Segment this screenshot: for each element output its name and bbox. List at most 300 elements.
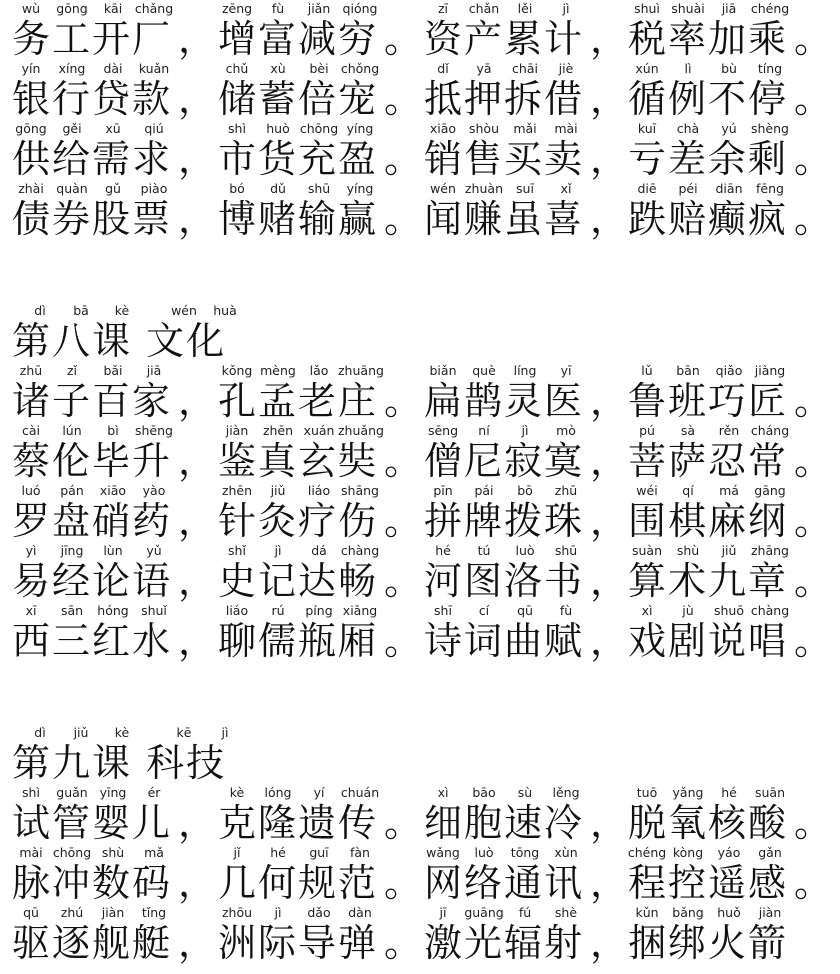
phrase-pinyin [424,62,629,78]
pinyin-syllable: cí [478,603,490,618]
pinyin-syllable: dǔ [270,181,286,196]
phrase-characters: 税率加乘 [628,17,789,61]
phrase-characters: 诗词曲赋 [424,619,585,663]
pinyin-syllable: shū [307,181,331,196]
phrase-characters: 算术九章 [628,559,789,603]
verse-phrase [12,422,217,482]
phrase-pinyin [628,424,833,440]
pinyin-syllable: zhuàn [465,181,503,196]
pinyin-syllable: wén [430,181,456,196]
phrase-pinyin [12,62,217,78]
verse-line [0,602,840,662]
pinyin-syllable: guī [309,845,329,860]
phrase-characters: 克隆遗传 [218,801,379,845]
verse-line [0,542,840,602]
phrase-characters: 针灸疗伤 [218,499,379,543]
phrase-characters: 银行贷款 [12,77,173,121]
phrase-pinyin [424,2,629,18]
verse-phrase [12,784,217,844]
pinyin-syllable: wéi [636,483,658,498]
heading-text: 第九课 科技 [12,741,227,785]
pinyin-syllable: yǔ [146,543,162,558]
verse-phrase [12,180,217,240]
verse-line [0,180,840,240]
pinyin-syllable: líng [513,363,537,378]
pinyin-syllable: suī [516,181,534,196]
verse-line [0,844,840,904]
verse-line [0,120,840,180]
phrase-pinyin [12,122,217,138]
verse-phrase [628,784,833,844]
verse-phrase [424,904,629,964]
phrase-characters: 鲁班巧匠 [628,379,789,423]
pinyin-syllable: lún [62,423,82,438]
pinyin-syllable: chuán [340,785,380,800]
phrase-pinyin [12,182,217,198]
pinyin-syllable: chà [676,121,700,136]
phrase-punctuation: ， [590,379,629,423]
phrase-characters: 市货充盈 [218,137,379,181]
verse-phrase [628,120,833,180]
phrase-pinyin [218,182,423,198]
pinyin-syllable: lóng [264,785,292,800]
pinyin-syllable: huà [213,303,237,318]
phrase-characters: 拼牌拨珠 [424,499,585,543]
phrase-characters: 河图洛书 [424,559,585,603]
pinyin-syllable: chàng [340,543,380,558]
verse-phrase [218,422,423,482]
phrase-punctuation: 。 [794,861,833,905]
pinyin-syllable: yǎng [672,785,704,800]
verse-phrase [628,422,833,482]
pinyin-syllable: jiàn [101,905,125,920]
pinyin-syllable: xiāo [99,483,127,498]
pinyin-syllable: cài [21,423,40,438]
phrase-pinyin [628,906,833,922]
phrase-punctuation: 。 [384,77,423,121]
phrase-punctuation: ， [590,921,629,965]
pinyin-syllable: gōng [56,1,88,16]
pinyin-syllable: jì [274,543,282,558]
pinyin-syllable: zhāng [750,543,789,558]
pinyin-syllable: píng [305,603,333,618]
pinyin-syllable: jiǔ [73,725,89,740]
pinyin-syllable: má [719,483,739,498]
pinyin-syllable: jì [562,1,570,16]
phrase-pinyin [424,906,629,922]
verse-phrase [218,180,423,240]
phrase-punctuation: 。 [384,17,423,61]
phrase-punctuation: 。 [384,439,423,483]
phrase-punctuation: ， [178,499,217,543]
phrase-pinyin [424,544,629,560]
pinyin-syllable: jī [439,905,447,920]
pinyin-syllable: kāi [103,1,123,16]
pinyin-syllable: bān [676,363,700,378]
phrase-characters: 蔡伦毕升 [12,439,173,483]
verse-phrase [218,542,423,602]
pinyin-syllable: bǎng [672,905,704,920]
pinyin-syllable: shì [228,121,246,136]
verse-phrase [12,0,217,60]
verse-phrase [628,60,833,120]
pinyin-syllable: chōng [299,121,339,136]
phrase-punctuation: ， [590,499,629,543]
pinyin-syllable: luò [474,845,494,860]
phrase-pinyin [628,62,833,78]
phrase-pinyin [628,122,833,138]
phrase-pinyin [218,122,423,138]
phrase-punctuation: 。 [794,559,833,603]
verse-line [0,362,840,422]
pinyin-syllable: xǐ [560,181,572,196]
pinyin-syllable: qiú [144,121,164,136]
pinyin-syllable: gāng [754,483,786,498]
pinyin-syllable: pán [60,483,84,498]
verse-phrase [628,0,833,60]
pinyin-syllable: mò [556,423,576,438]
pinyin-syllable: yā [476,61,492,76]
phrase-pinyin [218,2,423,18]
phrase-characters: 聊儒瓶厢 [218,619,379,663]
phrase-characters: 菩萨忍常 [628,439,789,483]
pinyin-syllable: diān [715,181,743,196]
verse-phrase [424,482,629,542]
pinyin-syllable: jiàng [754,363,786,378]
phrase-punctuation: 。 [384,197,423,241]
pinyin-syllable: tōng [510,845,540,860]
pinyin-syllable: fú [518,905,532,920]
pinyin-syllable: sān [60,603,84,618]
pinyin-syllable: péi [678,181,698,196]
phrase-punctuation: ， [590,559,629,603]
verse-phrase [424,180,629,240]
pinyin-syllable: sù [517,785,533,800]
phrase-characters: 亏差余剩 [628,137,789,181]
phrase-punctuation: 。 [794,619,833,663]
pinyin-syllable: kè [114,303,130,318]
phrase-pinyin [218,604,423,620]
pinyin-syllable: xù [270,61,286,76]
pinyin-syllable: hé [721,785,737,800]
phrase-characters: 试管婴儿 [12,801,173,845]
phrase-pinyin [424,122,629,138]
phrase-punctuation: 。 [794,137,833,181]
phrase-characters: 驱逐舰艇 [12,921,173,965]
phrase-punctuation: ， [590,137,629,181]
pinyin-syllable: jì [221,725,229,740]
pinyin-syllable: jì [274,905,282,920]
pinyin-syllable: yú [721,121,737,136]
pinyin-syllable: kè [229,785,245,800]
verse-phrase [628,844,833,904]
phrase-punctuation: 。 [794,17,833,61]
lesson-heading [0,724,300,786]
phrase-pinyin [12,484,217,500]
pinyin-syllable: jù [682,603,694,618]
pinyin-syllable: kǒng [221,363,253,378]
phrase-pinyin [424,364,629,380]
verse-phrase [218,482,423,542]
phrase-punctuation: ， [178,379,217,423]
pinyin-syllable: yíng [346,181,374,196]
pinyin-syllable: hé [435,543,451,558]
phrase-pinyin [218,424,423,440]
pinyin-syllable: chǔ [225,61,249,76]
phrase-pinyin [218,62,423,78]
phrase-characters: 销售买卖 [424,137,585,181]
pinyin-syllable: xíng [58,61,86,76]
pinyin-syllable: shuài [671,1,705,16]
pinyin-syllable: zhú [60,905,84,920]
verse-phrase [424,422,629,482]
phrase-punctuation: 。 [384,861,423,905]
verse-line [0,60,840,120]
pinyin-syllable: dǐ [437,61,449,76]
verse-phrase [628,602,833,662]
pinyin-syllable: bǎi [103,363,123,378]
pinyin-syllable: shǐ [228,543,246,558]
pinyin-syllable: jì [521,423,529,438]
phrase-characters: 易经论语 [12,559,173,603]
phrase-characters: 债券股票 [12,197,173,241]
pinyin-syllable: yīng [99,785,127,800]
pinyin-syllable: bó [229,181,245,196]
pinyin-syllable: jiā [721,1,737,16]
phrase-pinyin [218,846,423,862]
pinyin-syllable: wù [21,1,41,16]
phrase-characters: 僧尼寂寞 [424,439,585,483]
pinyin-syllable: huò [266,121,290,136]
pinyin-syllable: shòu [468,121,499,136]
phrase-pinyin [218,544,423,560]
pinyin-syllable: bì [107,423,119,438]
phrase-pinyin [628,364,833,380]
phrase-characters: 网络通讯 [424,861,585,905]
verse-phrase [218,362,423,422]
verse-phrase [628,904,833,964]
verse-phrase [218,602,423,662]
pinyin-syllable: wén [171,303,197,318]
pinyin-syllable: kuǎn [138,61,170,76]
verse-line [0,784,840,844]
pinyin-syllable: tíng [757,61,783,76]
phrase-pinyin [424,604,629,620]
phrase-punctuation: 。 [384,921,423,965]
pinyin-syllable: yí [313,785,325,800]
pinyin-syllable: xiāo [429,121,457,136]
pinyin-syllable: fù [271,1,285,16]
pinyin-syllable: gǔ [105,181,121,196]
phrase-characters: 跌赔癫疯 [628,197,789,241]
pinyin-syllable: kǔn [635,905,659,920]
pinyin-syllable: chàng [750,603,790,618]
phrase-pinyin [12,424,217,440]
pinyin-syllable: rú [271,603,285,618]
phrase-pinyin [12,786,217,802]
pinyin-syllable: bāo [472,785,496,800]
pinyin-syllable: suān [754,785,786,800]
phrase-pinyin [628,182,833,198]
verse-phrase [628,362,833,422]
pinyin-syllable: liáo [225,603,249,618]
pinyin-syllable: yín [21,61,41,76]
pinyin-syllable: qū [23,905,39,920]
phrase-characters: 鉴真玄奘 [218,439,379,483]
pinyin-syllable: pú [639,423,655,438]
pinyin-syllable: jiàn [225,423,249,438]
phrase-punctuation: 。 [794,197,833,241]
pinyin-syllable: ní [478,423,490,438]
phrase-pinyin [12,604,217,620]
verse-phrase [424,362,629,422]
pinyin-syllable: bō [517,483,533,498]
pinyin-syllable: liáo [307,483,331,498]
pinyin-syllable: sà [680,423,696,438]
pinyin-syllable: shì [22,785,40,800]
phrase-pinyin [424,484,629,500]
phrase-characters: 诸子百家 [12,379,173,423]
pinyin-syllable: kòng [672,845,704,860]
phrase-punctuation: ， [590,801,629,845]
phrase-punctuation: ， [178,137,217,181]
phrase-characters: 脉冲数码 [12,861,173,905]
heading-pinyin [0,304,300,320]
pinyin-syllable: chāi [512,61,538,76]
pinyin-syllable: guāng [464,905,504,920]
pinyin-syllable: qióng [342,1,378,16]
verse-line [0,422,840,482]
pinyin-syllable: xuán [303,423,335,438]
phrase-characters: 资产累计 [424,17,585,61]
pinyin-syllable: jiǔ [270,483,286,498]
pinyin-syllable: qū [517,603,533,618]
pinyin-syllable: dì [34,725,46,740]
phrase-characters: 闻赚虽喜 [424,197,585,241]
phrase-punctuation: ， [590,17,629,61]
pinyin-syllable: yī [560,363,572,378]
pinyin-syllable: xū [105,121,121,136]
pinyin-syllable: jiǎn [307,1,331,16]
phrase-punctuation: 。 [794,499,833,543]
pinyin-syllable: shuǐ [141,603,167,618]
phrase-punctuation: 。 [384,559,423,603]
pinyin-syllable: dǎo [307,905,331,920]
pinyin-syllable: chōng [52,845,92,860]
pinyin-syllable: mǎ [144,845,164,860]
phrase-punctuation: ， [590,197,629,241]
pinyin-syllable: yíng [346,121,374,136]
verse-phrase [12,904,217,964]
phrase-pinyin [12,2,217,18]
verse-phrase [218,904,423,964]
pinyin-syllable: chǎn [468,1,500,16]
pinyin-syllable: shāng [341,483,379,498]
pinyin-syllable: shèng [751,121,789,136]
phrase-punctuation: ， [590,861,629,905]
phrase-punctuation: 。 [794,77,833,121]
pinyin-syllable: jiàn [758,905,782,920]
pinyin-syllable: gōng [15,121,47,136]
phrase-punctuation: ， [178,801,217,845]
pinyin-syllable: sēng [427,423,459,438]
verse-phrase [12,844,217,904]
phrase-pinyin [424,846,629,862]
pinyin-syllable: gěi [62,121,82,136]
phrase-pinyin [12,544,217,560]
pinyin-syllable: yì [25,543,37,558]
phrase-pinyin [218,786,423,802]
phrase-pinyin [12,846,217,862]
pinyin-syllable: shī [434,603,452,618]
pinyin-syllable: lùn [103,543,123,558]
phrase-punctuation: ， [178,17,217,61]
pinyin-syllable: tǐng [141,905,167,920]
verse-line [0,904,840,964]
phrase-characters: 储蓄倍宠 [218,77,379,121]
pinyin-syllable: kuī [637,121,657,136]
phrase-punctuation: 。 [384,499,423,543]
pinyin-syllable: shū [554,543,578,558]
pinyin-syllable: fēng [756,181,784,196]
phrase-pinyin [424,424,629,440]
pinyin-syllable: jiǔ [721,543,737,558]
verse-line [0,0,840,60]
verse-phrase [628,542,833,602]
phrase-pinyin [628,2,833,18]
phrase-punctuation: 。 [794,379,833,423]
pinyin-syllable: dàn [348,905,372,920]
verse-line [0,482,840,542]
pinyin-syllable: zēng [221,1,253,16]
phrase-punctuation: 。 [384,379,423,423]
phrase-pinyin [218,484,423,500]
pinyin-syllable: xún [635,61,659,76]
pinyin-syllable: tú [477,543,491,558]
phrase-pinyin [628,786,833,802]
pinyin-syllable: hóng [97,603,129,618]
pinyin-syllable: shuì [634,1,660,16]
pinyin-syllable: lǔ [641,363,653,378]
phrase-punctuation: ， [590,439,629,483]
pinyin-syllable: shù [101,845,125,860]
pinyin-syllable: shēng [135,423,173,438]
pinyin-syllable: chéng [627,845,667,860]
heading-text: 第八课 文化 [12,319,227,363]
pinyin-syllable: fù [559,603,573,618]
phrase-characters: 增富减穷 [218,17,379,61]
phrase-punctuation: ， [178,861,217,905]
pinyin-syllable: zhài [18,181,44,196]
pinyin-syllable: wǎng [426,845,460,860]
pinyin-syllable: dá [311,543,327,558]
pinyin-syllable: xùn [554,845,578,860]
verse-phrase [218,0,423,60]
phrase-characters: 供给需求 [12,137,173,181]
pinyin-syllable: quàn [56,181,88,196]
pinyin-syllable: jīng [60,543,84,558]
phrase-characters: 捆绑火箭 [628,921,789,965]
verse-phrase [12,542,217,602]
verse-phrase [628,180,833,240]
verse-phrase [12,60,217,120]
pinyin-syllable: zhuāng [338,363,384,378]
pinyin-syllable: mǎi [513,121,537,136]
pinyin-syllable: shè [554,905,578,920]
phrase-characters: 西三红水 [12,619,173,663]
phrase-punctuation: ， [590,619,629,663]
pinyin-syllable: pīn [433,483,453,498]
